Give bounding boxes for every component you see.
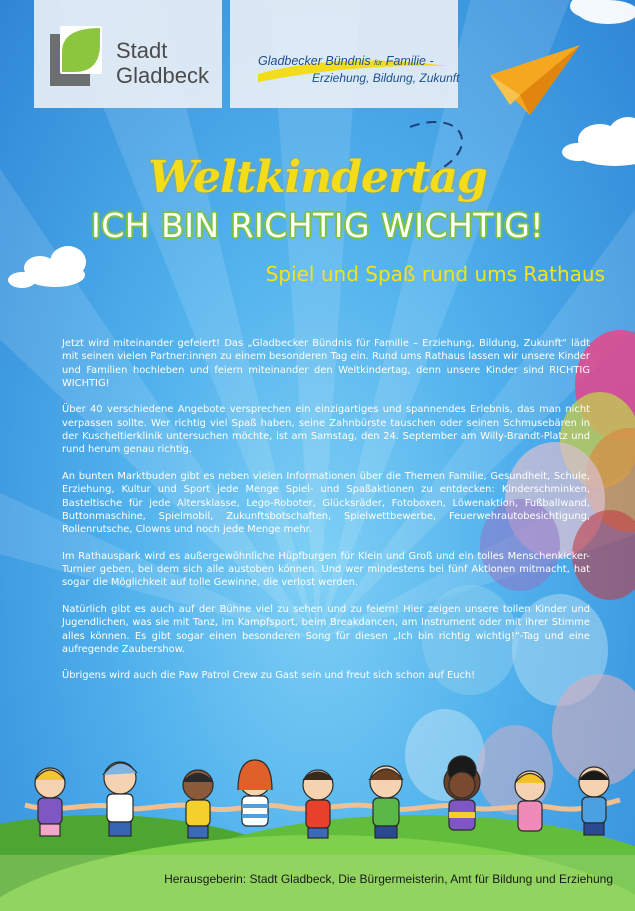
paragraph: Jetzt wird miteinander gefeiert! Das „Gladbecker Bündnis für Familie – Erziehung, Bildung, Zukunft“ lädt mit seinen vielen Partner:innen zu einem besonderen Tag ein. Rund ums Rathaus lassen wir unsere Kinder und Familien hochleben und feiern miteinander den Weltkindertag, denn unsere Kinder sind RICHTIG WICHTIG! xyxy=(62,338,590,389)
event-title-main: ICH BIN RICHTIG WICHTIG! xyxy=(90,206,544,245)
buendnis-line1 xyxy=(258,54,434,68)
buendnis-familie: Familie - xyxy=(385,54,434,68)
paragraph: Übrigens wird auch die Paw Patrol Crew zu Gast sein und freut sich schon auf Euch! xyxy=(62,670,476,682)
body-text xyxy=(62,337,590,696)
publisher-credit: Herausgeberin: Stadt Gladbeck, Die Bürgermeisterin, Amt für Bildung und Erziehung xyxy=(164,872,613,886)
buendnis-logo[interactable] xyxy=(230,0,458,108)
stadt-gladbeck-logo[interactable] xyxy=(34,0,222,108)
paragraph: Natürlich gibt es auch auf der Bühne viel zu sehen und zu feiern! Hier zeigen unsere tollen Kinder und Jugendlichen, was sie mit Tanz, im Kampfsport, beim Breakdancen, am Instrument oder mit ihrer Stimme alles können. Es gibt sogar einen besonderen Song für diesen „Ich bin richtig wichtig!“-Tag und eine aufregende Zaubershow. xyxy=(62,603,590,655)
buendnis-fuer: für xyxy=(374,60,383,67)
paper-plane-icon xyxy=(490,45,580,115)
stadt-gladbeck-logo-icon xyxy=(48,26,108,96)
buendnis-name: Gladbecker Bündnis xyxy=(258,54,371,68)
cloud-icon xyxy=(570,0,635,24)
gladbeck-text: Gladbeck xyxy=(116,63,209,88)
buendnis-line2: Erziehung, Bildung, Zukunft xyxy=(312,71,460,85)
stadt-gladbeck-wordmark xyxy=(116,38,209,88)
paragraph: Über 40 verschiedene Angebote versprechen ein einzigartiges und spannendes Erlebnis, das man nicht verpassen sollte. Wer richtig viel Spaß haben, seine Zahnbürste tauschen oder seinen Schmusebären in der Kuscheltierklinik untersuchen möchte, ist am Samstag, den 24. September am Willy-Brandt-Platz und rund herum genau richtig. xyxy=(62,404,590,456)
paragraph: An bunten Marktbuden gibt es neben vielen Informationen über die Themen Familie, Gesundheit, Schule, Erziehung, Kultur und Sport jede Menge Spiel- und Spaßaktionen zu entdecken: Kinderschminken, Basteltische für jede Altersklasse, Lego-Roboter, Glücksräder, Fotoboxen, Löwenaktion, Fußballwand, Buttonmaschine, Spielmobil, Zukunftsbotschaften, Spielwettbewerbe, Feuerwehrautobesichtigung, Rollenrutsche, Clowns und noch jede Menge mehr. xyxy=(62,470,590,536)
paragraph: Im Rathauspark wird es außergewöhnliche Hüpfburgen für Klein und Groß und ein tolles Menschenkicker-Turnier geben, bei dem sich alle austoben können. Und wer mindestens bei fünf Aktionen mitmacht, hat sogar die Möglichkeit auf tolle Gewinne, die verlost werden. xyxy=(62,550,590,589)
event-subtitle: Spiel und Spaß rund ums Rathaus xyxy=(265,262,605,286)
event-title-script: Weltkindertag xyxy=(148,152,487,203)
stadt-text: Stadt xyxy=(116,38,168,63)
cloud-icon xyxy=(8,246,86,288)
